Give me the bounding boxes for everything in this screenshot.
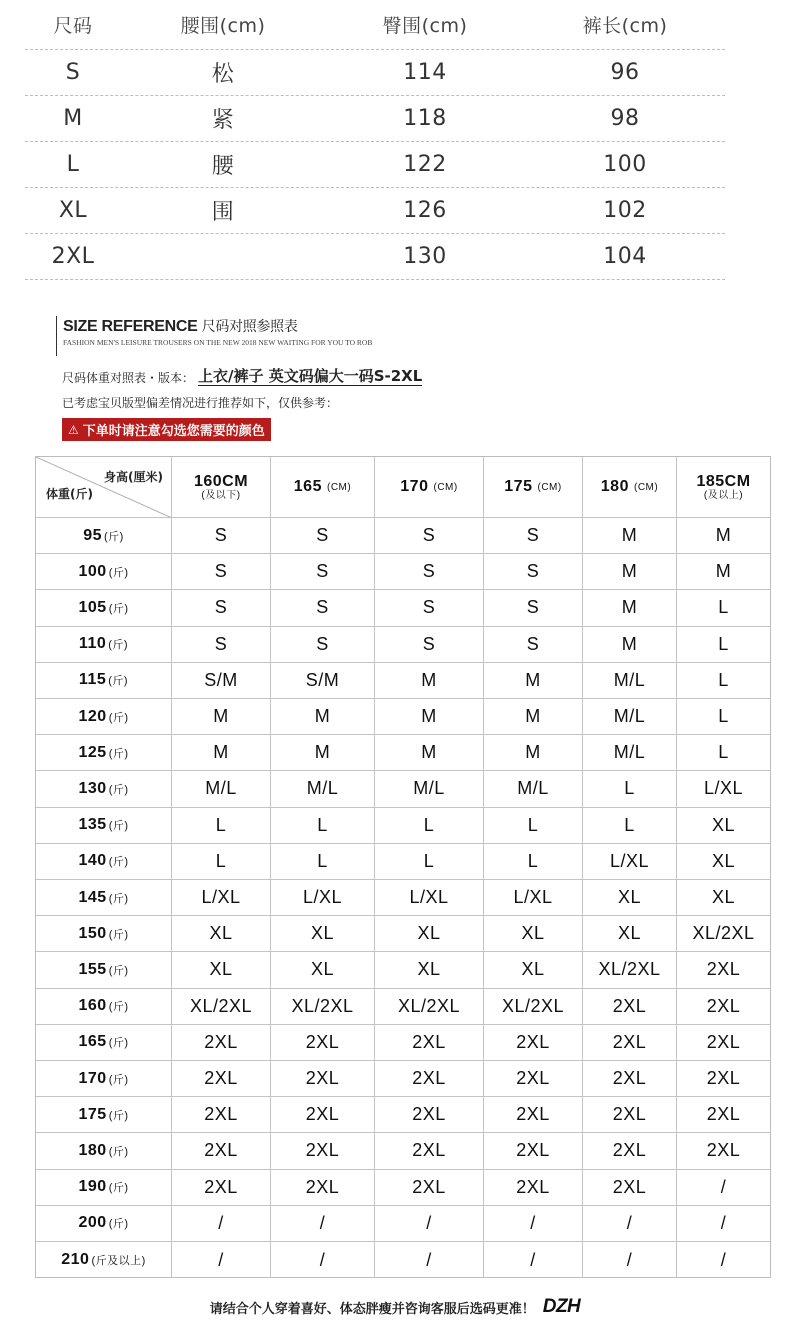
measurement-cell: 126 <box>403 198 447 223</box>
weight-value: 150 <box>78 924 107 942</box>
weight-value: 155 <box>78 960 107 978</box>
size-cell: M <box>375 699 484 734</box>
size-cell: 2XL <box>375 1133 484 1168</box>
measurement-cell: L <box>66 152 80 177</box>
size-cell: S <box>375 554 484 589</box>
size-chart-table <box>35 456 771 1278</box>
weight-cell <box>36 627 172 662</box>
size-chart-row <box>36 771 770 807</box>
size-cell: M <box>715 561 732 582</box>
size-cell: / <box>484 1206 583 1241</box>
weight-cell <box>36 735 172 770</box>
size-cell: 2XL <box>583 989 677 1024</box>
size-cell: XL <box>271 952 375 987</box>
size-cell: / <box>484 1242 583 1278</box>
size-cell: 2XL <box>375 1061 484 1096</box>
size-chart-row <box>36 663 770 699</box>
size-cell: S/M <box>172 663 271 698</box>
weight-unit: (斤) <box>108 747 129 760</box>
height-header-cell <box>375 457 484 517</box>
weight-value: 105 <box>78 598 107 616</box>
size-cell: / <box>720 1212 727 1233</box>
height-value: 170 <box>400 478 429 495</box>
size-cell: M/L <box>375 771 484 806</box>
size-chart-row <box>36 1170 770 1206</box>
size-chart-row <box>36 735 770 771</box>
size-cell: 2XL <box>375 1097 484 1132</box>
size-cell: L <box>583 808 677 843</box>
size-cell: 2XL <box>271 1097 375 1132</box>
weight-unit: (斤) <box>108 783 129 796</box>
measurement-cell: 114 <box>403 60 447 85</box>
measurement-cell: 松 <box>211 62 235 87</box>
size-cell: 2XL <box>271 1170 375 1205</box>
size-chart-row <box>36 844 770 880</box>
weight-unit: (斤) <box>108 675 129 688</box>
size-cell: L <box>583 771 677 806</box>
size-chart-corner-cell <box>36 457 172 518</box>
weight-value: 140 <box>78 852 107 870</box>
measurement-header-cell: 裤长(cm) <box>582 15 668 37</box>
size-cell: M <box>484 699 583 734</box>
weight-cell <box>36 1133 172 1168</box>
size-cell: 2XL <box>375 1025 484 1060</box>
size-cell: S/M <box>271 663 375 698</box>
weight-value: 165 <box>78 1033 107 1051</box>
size-cell: 2XL <box>484 1025 583 1060</box>
weight-unit: (斤) <box>103 530 124 543</box>
measurement-cell: 102 <box>603 198 647 223</box>
size-cell: L/XL <box>172 880 271 915</box>
weight-cell <box>36 1206 172 1241</box>
measurement-row <box>25 142 725 188</box>
size-cell: L <box>718 597 729 618</box>
height-axis-label: 身高(厘米) <box>104 470 163 484</box>
height-value: 160CM <box>193 472 249 490</box>
weight-value: 200 <box>78 1214 107 1232</box>
measurement-row <box>25 50 725 96</box>
measurement-cell: S <box>65 60 81 85</box>
size-cell: L/XL <box>583 844 677 879</box>
color-warning-banner <box>62 418 271 441</box>
size-cell: 2XL <box>271 1133 375 1168</box>
size-chart-row <box>36 1206 770 1242</box>
weight-cell <box>36 663 172 698</box>
weight-unit: (斤) <box>108 1001 129 1014</box>
height-header-cell <box>172 457 271 517</box>
size-cell: / <box>375 1206 484 1241</box>
height-unit: (CM) <box>326 481 352 493</box>
size-cell: / <box>720 1249 727 1270</box>
weight-value: 100 <box>78 562 107 580</box>
measurement-cell: 98 <box>610 106 640 131</box>
size-cell: M/L <box>583 699 677 734</box>
height-unit: (CM) <box>433 481 458 493</box>
measurement-cell <box>153 234 293 279</box>
size-cell: 2XL <box>271 1025 375 1060</box>
measurement-cell: XL <box>58 198 88 223</box>
size-cell: / <box>271 1206 375 1241</box>
measurement-cell: M <box>63 106 83 131</box>
size-chart-row <box>36 952 770 988</box>
weight-cell <box>36 880 172 915</box>
weight-value: 110 <box>78 635 107 653</box>
size-cell: M <box>271 735 375 770</box>
weight-unit: (斤) <box>108 711 129 724</box>
weight-unit: (斤) <box>108 639 129 652</box>
weight-cell <box>36 1242 172 1278</box>
size-cell: M <box>484 735 583 770</box>
weight-unit: (斤) <box>108 566 129 579</box>
height-unit: (CM) <box>537 481 562 493</box>
size-chart-row <box>36 627 770 663</box>
size-cell: 2XL <box>271 1061 375 1096</box>
size-cell: 2XL <box>706 959 741 980</box>
size-cell: 2XL <box>172 1025 271 1060</box>
size-cell: XL <box>271 916 375 951</box>
size-cell: XL <box>711 814 736 835</box>
size-cell: M <box>583 554 677 589</box>
size-cell: XL/2XL <box>271 989 375 1024</box>
weight-value: 125 <box>78 743 107 761</box>
size-cell: XL/2XL <box>172 989 271 1024</box>
height-sub: (及以下) <box>201 489 241 501</box>
size-cell: M/L <box>484 771 583 806</box>
weight-cell <box>36 1025 172 1060</box>
size-cell: XL <box>375 952 484 987</box>
size-cell: XL/2XL <box>375 989 484 1024</box>
measurement-row <box>25 96 725 142</box>
size-cell: L <box>375 808 484 843</box>
measurement-header-cell: 尺码 <box>53 15 93 37</box>
weight-cell <box>36 771 172 806</box>
size-chart-row <box>36 880 770 916</box>
size-cell: 2XL <box>484 1061 583 1096</box>
size-cell: / <box>583 1242 677 1278</box>
size-cell: S <box>484 554 583 589</box>
size-cell: XL <box>484 916 583 951</box>
weight-unit: (斤) <box>108 928 129 941</box>
weight-cell <box>36 590 172 625</box>
weight-unit: (斤及以上) <box>91 1255 146 1268</box>
size-chart-row <box>36 1242 770 1278</box>
size-cell: 2XL <box>583 1170 677 1205</box>
height-value: 165 <box>293 478 322 495</box>
size-cell: / <box>583 1206 677 1241</box>
size-cell: 2XL <box>172 1133 271 1168</box>
size-cell: 2XL <box>484 1133 583 1168</box>
size-cell: L <box>718 742 729 763</box>
size-cell: L/XL <box>484 880 583 915</box>
size-chart-row <box>36 699 770 735</box>
size-cell: L <box>375 844 484 879</box>
weight-value: 210 <box>61 1251 90 1269</box>
height-header-cell <box>484 457 583 517</box>
weight-unit: (斤) <box>108 1182 129 1195</box>
size-cell: M <box>715 525 732 546</box>
size-cell: S <box>375 518 484 553</box>
size-cell: 2XL <box>583 1133 677 1168</box>
size-cell: M/L <box>172 771 271 806</box>
reference-title <box>63 316 416 336</box>
size-chart-row <box>36 1061 770 1097</box>
size-chart-row <box>36 1133 770 1169</box>
measurement-row <box>25 188 725 234</box>
size-cell: XL/2XL <box>692 923 755 944</box>
height-value: 185CM <box>696 472 751 490</box>
size-cell: 2XL <box>583 1097 677 1132</box>
height-value: 175 <box>504 478 533 495</box>
size-cell: L <box>718 706 729 727</box>
size-chart-row <box>36 1097 770 1133</box>
measurement-cell: 104 <box>603 244 647 269</box>
weight-unit: (斤) <box>108 1218 129 1231</box>
size-cell: / <box>271 1242 375 1278</box>
measurement-cell: 122 <box>403 152 447 177</box>
version-label: 尺码体重对照表・版本： <box>62 371 195 385</box>
height-sub: (及以上) <box>703 489 744 501</box>
weight-value: 135 <box>78 816 107 834</box>
height-unit: (CM) <box>633 481 659 493</box>
size-cell: S <box>375 627 484 662</box>
size-cell: L <box>271 808 375 843</box>
size-cell: L <box>484 808 583 843</box>
size-cell: 2XL <box>706 1140 741 1161</box>
size-cell: S <box>375 590 484 625</box>
size-cell: 2XL <box>706 1031 741 1052</box>
weight-cell <box>36 952 172 987</box>
size-chart-row <box>36 518 770 554</box>
size-cell: 2XL <box>484 1097 583 1132</box>
size-chart-row <box>36 989 770 1025</box>
size-cell: L/XL <box>703 778 744 799</box>
measurement-row <box>25 234 725 280</box>
warning-text: 下单时请注意勾选您需要的颜色 <box>82 424 265 439</box>
weight-cell <box>36 518 172 553</box>
size-chart-row <box>36 554 770 590</box>
weight-unit: (斤) <box>108 1037 129 1050</box>
size-reference-heading <box>56 316 416 356</box>
size-cell: 2XL <box>706 1068 741 1089</box>
size-chart-row <box>36 590 770 626</box>
weight-unit: (斤) <box>108 1109 129 1122</box>
size-cell: 2XL <box>172 1061 271 1096</box>
size-cell: M <box>172 699 271 734</box>
weight-cell <box>36 1061 172 1096</box>
weight-cell <box>36 916 172 951</box>
size-cell: S <box>484 590 583 625</box>
size-cell: / <box>172 1206 271 1241</box>
size-cell: / <box>172 1242 271 1278</box>
size-cell: L <box>172 808 271 843</box>
measurement-cell: 2XL <box>51 244 95 269</box>
weight-axis-label: 体重(斤) <box>46 487 93 501</box>
measurement-cell: 围 <box>211 200 235 225</box>
size-chart-row <box>36 808 770 844</box>
size-cell: 2XL <box>706 995 741 1016</box>
size-cell: 2XL <box>172 1097 271 1132</box>
size-cell: 2XL <box>583 1061 677 1096</box>
size-cell: L <box>172 844 271 879</box>
measurement-table <box>25 0 725 280</box>
weight-cell <box>36 699 172 734</box>
size-cell: XL <box>172 916 271 951</box>
size-cell: L <box>718 669 729 690</box>
size-cell: L/XL <box>271 880 375 915</box>
measurement-header-row <box>25 0 725 50</box>
size-cell: 2XL <box>484 1170 583 1205</box>
weight-cell <box>36 554 172 589</box>
weight-unit: (斤) <box>108 856 129 869</box>
size-cell: M/L <box>271 771 375 806</box>
reference-title-en: SIZE REFERENCE <box>63 318 198 335</box>
size-cell: S <box>271 627 375 662</box>
size-cell: 2XL <box>172 1170 271 1205</box>
size-cell: M <box>271 699 375 734</box>
measurement-cell: 118 <box>403 106 447 131</box>
size-cell: L <box>484 844 583 879</box>
weight-cell <box>36 1170 172 1205</box>
size-cell: L <box>718 633 729 654</box>
version-line <box>62 367 422 386</box>
size-cell: 2XL <box>706 1104 741 1125</box>
weight-cell <box>36 844 172 879</box>
size-cell: M/L <box>583 735 677 770</box>
weight-value: 175 <box>78 1105 107 1123</box>
size-cell: XL <box>583 880 677 915</box>
weight-value: 120 <box>78 707 107 725</box>
weight-cell <box>36 1097 172 1132</box>
weight-value: 115 <box>78 671 107 689</box>
weight-cell <box>36 808 172 843</box>
height-header-cell <box>583 457 677 517</box>
size-cell: XL/2XL <box>484 989 583 1024</box>
weight-cell <box>36 989 172 1024</box>
measurement-cell: 腰 <box>211 154 235 179</box>
weight-value: 170 <box>78 1069 107 1087</box>
reference-note: 已考虑宝贝版型偏差情况进行推荐如下，仅供参考： <box>62 396 339 410</box>
size-cell: M <box>375 735 484 770</box>
version-value: 上衣/裤子 英文码偏大一码S-2XL <box>198 367 423 385</box>
measurement-cell: 96 <box>610 60 640 85</box>
weight-unit: (斤) <box>108 1073 129 1086</box>
measurement-header-cell: 腰围(cm) <box>180 15 266 37</box>
size-cell: S <box>271 554 375 589</box>
size-chart-row <box>36 1025 770 1061</box>
weight-unit: (斤) <box>108 892 129 905</box>
size-cell: / <box>720 1176 727 1197</box>
size-cell: XL <box>711 850 736 871</box>
size-cell: 2XL <box>583 1025 677 1060</box>
warning-triangle-icon: ⚠ <box>68 422 79 437</box>
size-cell: M <box>484 663 583 698</box>
size-cell: XL <box>583 916 677 951</box>
size-cell: L <box>271 844 375 879</box>
measurement-cell: 100 <box>603 152 647 177</box>
weight-value: 190 <box>78 1178 107 1196</box>
size-cell: XL <box>711 887 736 908</box>
size-cell: S <box>271 518 375 553</box>
measurement-header-cell: 臀围(cm) <box>382 15 468 37</box>
size-cell: XL <box>484 952 583 987</box>
size-cell: S <box>484 518 583 553</box>
size-cell: S <box>271 590 375 625</box>
size-cell: / <box>375 1242 484 1278</box>
weight-unit: (斤) <box>108 820 129 833</box>
footer <box>0 1294 790 1320</box>
size-cell: XL <box>375 916 484 951</box>
weight-unit: (斤) <box>108 1145 129 1158</box>
size-cell: S <box>172 590 271 625</box>
size-cell: S <box>172 627 271 662</box>
size-cell: XL <box>172 952 271 987</box>
size-cell: M <box>583 590 677 625</box>
brand-logo: DZH <box>542 1296 581 1317</box>
weight-value: 145 <box>78 888 107 906</box>
weight-unit: (斤) <box>108 602 129 615</box>
size-cell: M <box>583 627 677 662</box>
size-cell: M <box>583 518 677 553</box>
size-cell: XL/2XL <box>583 952 677 987</box>
weight-value: 180 <box>78 1141 107 1159</box>
size-cell: S <box>484 627 583 662</box>
weight-value: 95 <box>83 526 102 544</box>
size-cell: S <box>172 554 271 589</box>
size-chart-row <box>36 916 770 952</box>
size-cell: S <box>172 518 271 553</box>
reference-subtitle: FASHION MEN'S LEISURE TROUSERS ON THE NEW 2018 NEW WAITING FOR YOU TO ROB <box>63 338 373 347</box>
size-cell: M/L <box>583 663 677 698</box>
size-cell: M <box>375 663 484 698</box>
reference-title-cn: 尺码对照参照表 <box>201 318 298 334</box>
height-header-cell <box>677 457 770 517</box>
size-cell: M <box>172 735 271 770</box>
weight-value: 130 <box>78 779 107 797</box>
weight-unit: (斤) <box>108 964 129 977</box>
height-header-cell <box>271 457 375 517</box>
height-value: 180 <box>600 478 629 495</box>
footer-text: 请结合个人穿着喜好、体态胖瘦并咨询客服后选码更准！ <box>209 1301 535 1317</box>
size-cell: 2XL <box>375 1170 484 1205</box>
size-chart-header-row <box>36 457 770 518</box>
measurement-cell: 紧 <box>211 108 235 133</box>
weight-value: 160 <box>78 997 107 1015</box>
measurement-cell: 130 <box>403 244 447 269</box>
size-cell: L/XL <box>375 880 484 915</box>
